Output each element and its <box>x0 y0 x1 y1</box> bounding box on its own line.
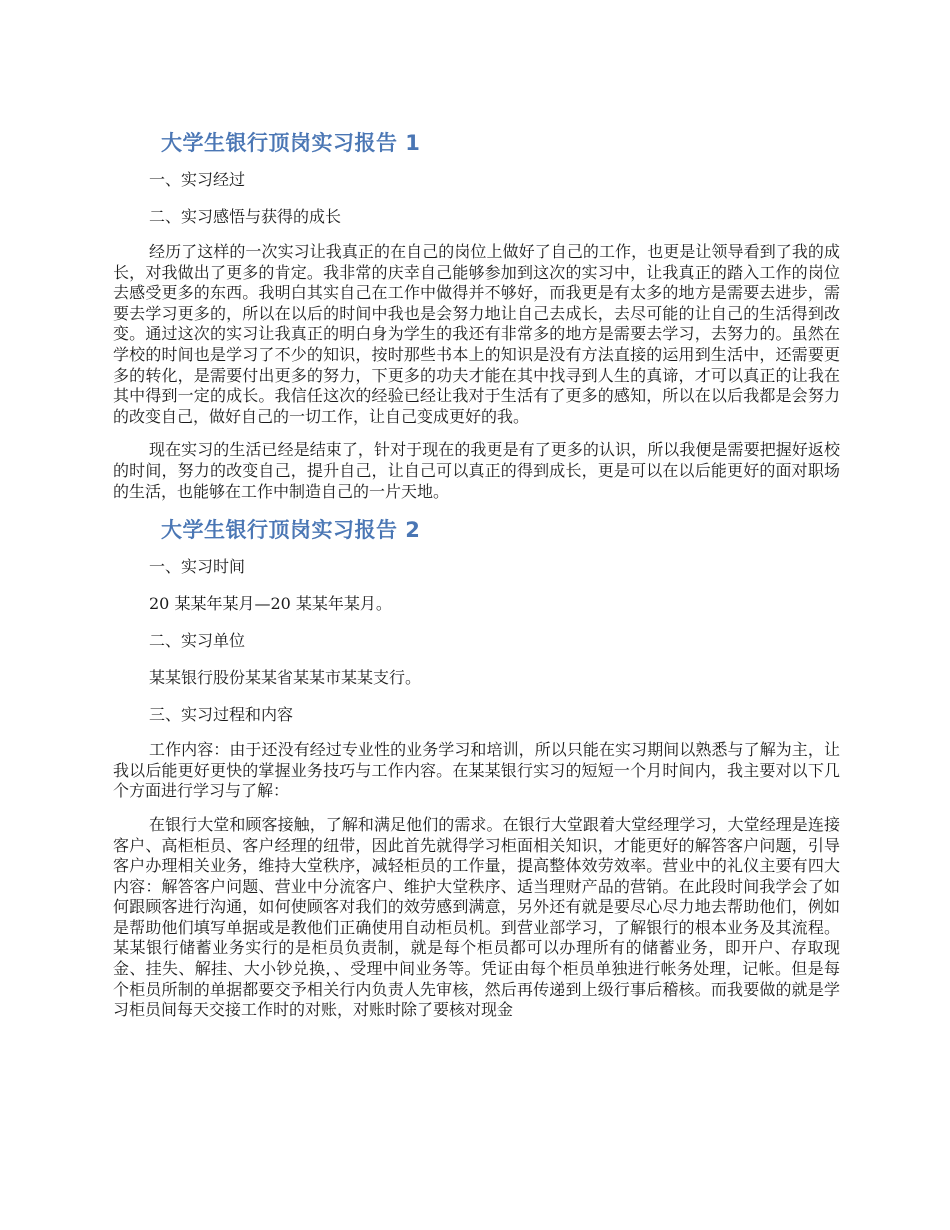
section-1-paragraph-2: 现在实习的生活已经是结束了，针对于现在的我更是有了更多的认识，所以我便是需要把握好返校的时间，努力的改变自己，提升自己，让自己可以真正的得到成长，更是可以在以后能更好的面对职场的生活，也能够在工作中制造自己的一片天地。 <box>113 440 840 501</box>
section-2-title: 大学生银行顶岗实习报告 2 <box>161 518 421 543</box>
section-1-heading-growth: 二、实习感悟与获得的成长 <box>149 207 342 226</box>
section-2-paragraph-1: 工作内容：由于还没有经过专业性的业务学习和培训，所以只能在实习期间以熟悉与了解为主，让我以后能更好更快的掌握业务技巧与工作内容。在某某银行实习的短短一个月时间内，我主要对以下几个方面进行学习与了解： <box>113 740 840 801</box>
section-2-time-value: 20 某某年某月—20 某某年某月。 <box>149 594 392 614</box>
section-1-heading-experience: 一、实习经过 <box>149 170 246 189</box>
section-1-title: 大学生银行顶岗实习报告 1 <box>161 131 421 155</box>
document-content <box>113 128 840 1034</box>
section-1-paragraph-1: 经历了这样的一次实习让我真正的在自己的岗位上做好了自己的工作，也更是让领导看到了我的成长，对我做出了更多的肯定。我非常的庆幸自己能够参加到这次的实习中，让我真正的踏入工作的岗位去感受更多的东西。我明白其实自己在工作中做得并不够好，而我更是有太多的地方是需要去进步，需要去学习更多的，所以在以后的时间中我也是会努力地让自己去成长，去尽可能的让自己的生活得到改变。通过这次的实习让我真正的明白身为学生的我还有非常多的地方是需要去学习，去努力的。虽然在学校的时间也是学习了不少的知识，按时那些书本上的知识是没有方法直接的运用到生活中，还需要更多的转化，是需要付出更多的努力，下更多的功夫才能在其中找寻到人生的真谛，才可以真正的让我在其中得到一定的成长。我信任这次的经验已经让我对于生活有了更多的感知，所以在以后我都是会努力的改变自己，做好自己的一切工作，让自己变成更好的我。 <box>113 242 840 426</box>
section-2-paragraph-2: 在银行大堂和顾客接触，了解和满足他们的需求。在银行大堂跟着大堂经理学习，大堂经理是连接客户、高柜柜员、客户经理的纽带，因此首先就得学习柜面相关知识，才能更好的解答客户问题，引导客户办理相关业务，维持大堂秩序，减轻柜员的工作量，提高整体效劳效率。营业中的礼仪主要有四大内容：解答客户问题、营业中分流客户、维护大堂秩序、适当理财产品的营销。在此段时间我学会了如何跟顾客进行沟通，如何使顾客对我们的效劳感到满意，另外还有就是要尽心尽力地去帮助他们，例如是帮助他们填写单据或是教他们正确使用自动柜员机。到营业部学习，了解银行的根本业务及其流程。某某银行储蓄业务实行的是柜员负责制，就是每个柜员都可以办理所有的储蓄业务，即开户、存取现金、挂失、解挂、大小钞兑换，、受理中间业务等。凭证由每个柜员单独进行帐务处理，记帐。但是每个柜员所制的单据都要交予相关行内负责人先审核，然后再传递到上级行事后稽核。而我要做的就是学习柜员间每天交接工作时的对账，对账时除了要核对现金 <box>113 814 840 1020</box>
section-2-heading-unit: 二、实习单位 <box>149 631 246 651</box>
section-2-unit-value: 某某银行股份某某省某某市某某支行。 <box>149 668 422 688</box>
section-2-heading-time: 一、实习时间 <box>149 557 246 577</box>
section-2-heading-process: 三、实习过程和内容 <box>149 705 294 725</box>
